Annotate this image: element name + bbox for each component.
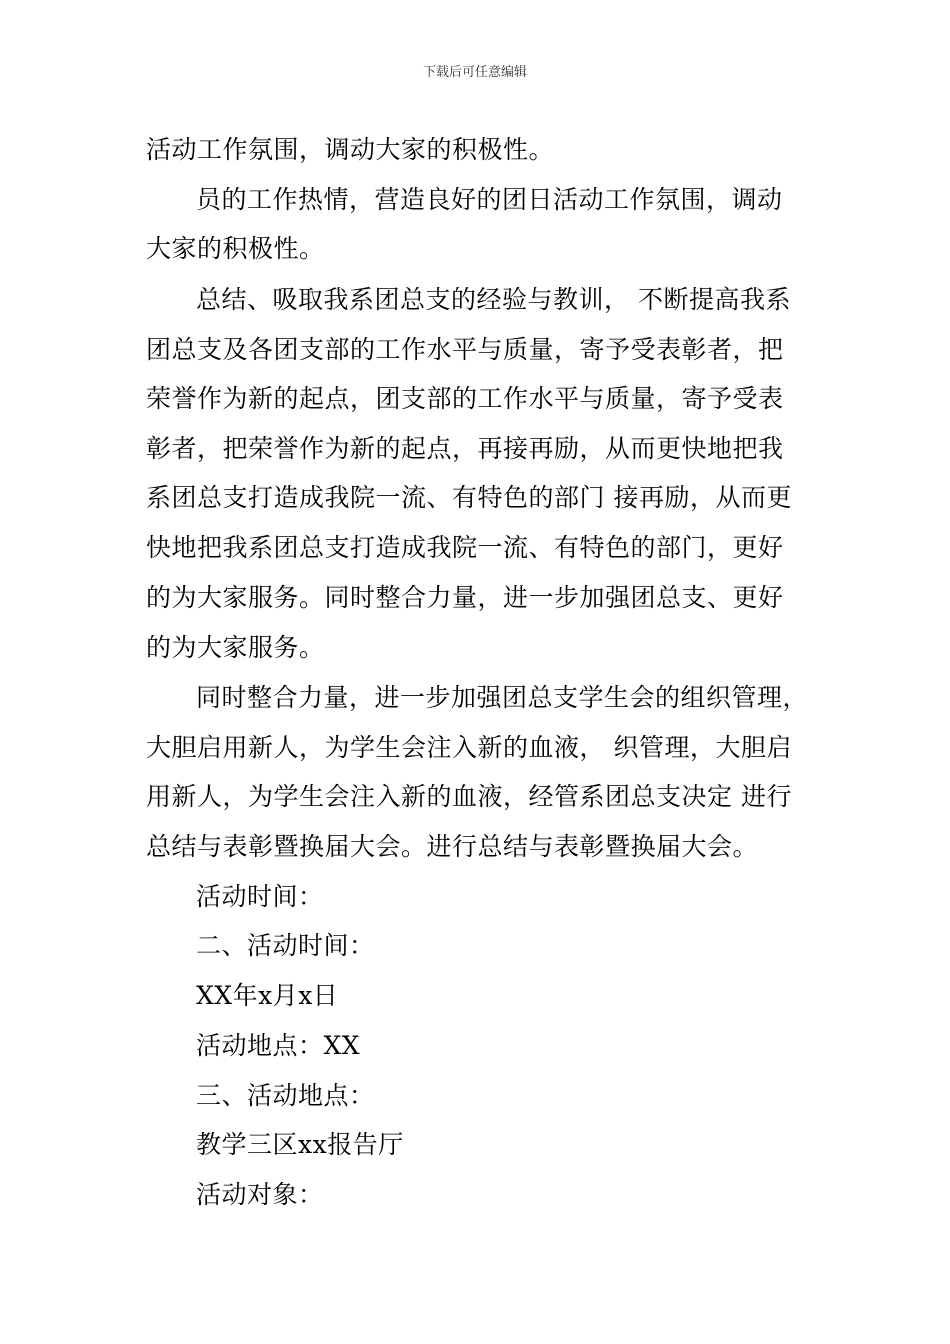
text-line: 活动地点：XX — [196, 1031, 361, 1060]
text-line: 同时整合力量，进一步加强团总支学生会的组织管理， — [196, 683, 809, 712]
text-line: 系团总支打造成我院一流、有特色的部门 接再励，从而更 — [146, 483, 792, 512]
text-line: 教学三区xx报告厅 — [196, 1130, 404, 1159]
text-line: 团总支及各团支部的工作水平与质量，寄予受表彰者，把 — [146, 335, 784, 364]
text-line: 荣誉作为新的起点，团支部的工作水平与质量，寄予受表 — [146, 384, 784, 413]
page-header: 下载后可任意编辑 — [422, 65, 527, 80]
text-line: 总结与表彰暨换届大会。进行总结与表彰暨换届大会。 — [146, 832, 759, 861]
text-line: 总结、吸取我系团总支的经验与教训， 不断提高我系 — [196, 285, 791, 314]
text-line: 活动时间： — [196, 882, 324, 911]
text-line: 活动对象： — [196, 1180, 324, 1209]
text-line: 二、活动时间： — [196, 931, 375, 960]
text-line: XX年x月x日 — [196, 981, 339, 1010]
text-line: 活动工作氛围，调动大家的积极性。 — [146, 135, 555, 164]
text-line: 员的工作热情，营造良好的团日活动工作氛围，调动 — [196, 185, 783, 214]
text-line: 大胆启用新人，为学生会注入新的血液， 织管理，大胆启 — [146, 733, 792, 762]
text-line: 的为大家服务。同时整合力量，进一步加强团总支、更好 — [146, 583, 784, 612]
text-line: 快地把我系团总支打造成我院一流、有特色的部门，更好 — [146, 533, 784, 562]
text-line: 的为大家服务。 — [146, 633, 325, 662]
text-line: 大家的积极性。 — [146, 234, 325, 263]
text-line: 三、活动地点： — [196, 1081, 375, 1110]
text-line: 彰者，把荣誉作为新的起点，再接再励，从而更快地把我 — [146, 434, 784, 463]
text-line: 用新人，为学生会注入新的血液，经管系团总支决定 进行 — [146, 782, 792, 811]
